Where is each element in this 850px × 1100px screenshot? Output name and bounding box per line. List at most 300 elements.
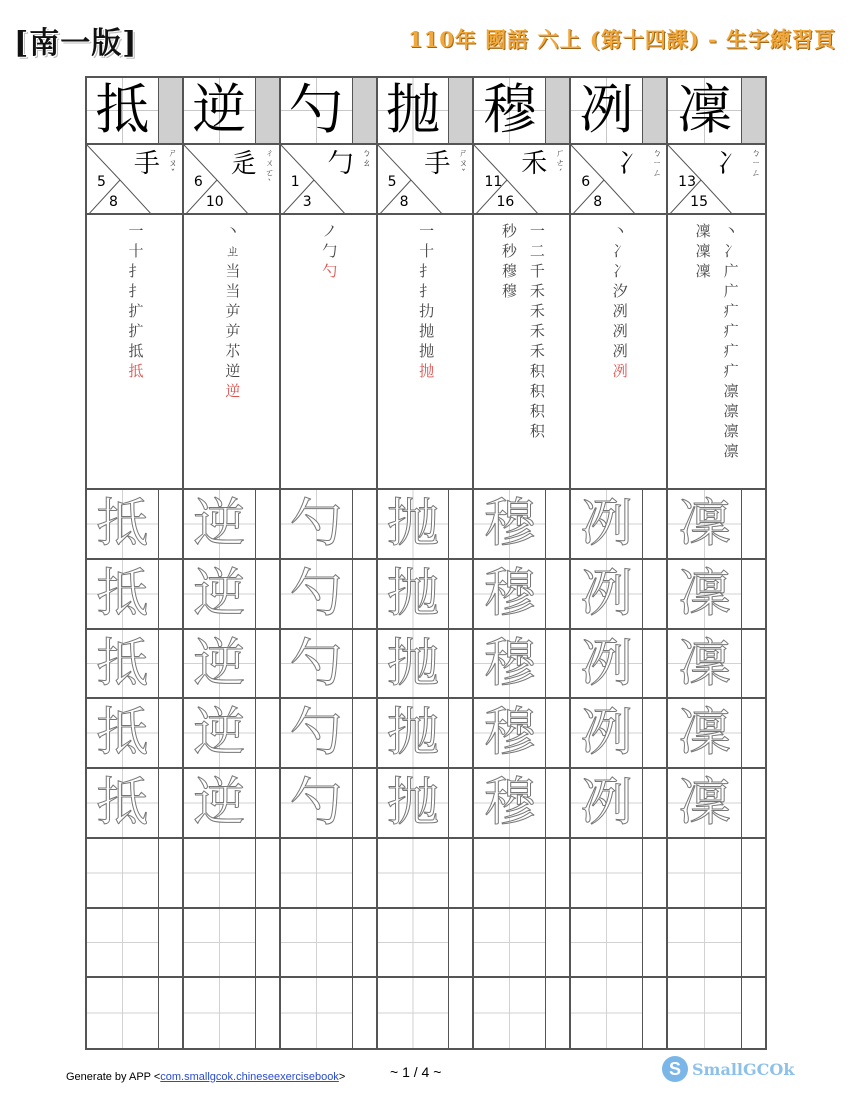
practice-row <box>571 490 666 560</box>
practice-side-strip <box>448 490 472 558</box>
stroke-step: 扩 <box>128 302 144 321</box>
header-side-strip <box>448 78 472 143</box>
radical-character: 冫 <box>716 148 743 179</box>
model-character: 穆 <box>474 78 545 143</box>
practice-row <box>281 490 376 560</box>
model-character: 凜 <box>668 78 741 143</box>
practice-row <box>87 909 182 979</box>
tracing-cell[interactable]: 勺 <box>281 630 352 698</box>
practice-side-strip <box>158 909 182 977</box>
blank-writing-cell[interactable] <box>87 839 158 907</box>
practice-side-strip <box>158 699 182 767</box>
stroke-step: 扩 <box>128 322 144 341</box>
radical-info <box>474 145 569 216</box>
stroke-step: 凜 <box>695 242 711 261</box>
character-header <box>87 78 182 145</box>
practice-row <box>571 909 666 979</box>
blank-writing-cell[interactable] <box>668 839 741 907</box>
practice-row <box>668 630 765 700</box>
practice-side-strip <box>448 769 472 837</box>
practice-side-strip <box>352 699 376 767</box>
practice-row <box>474 978 569 1048</box>
practice-side-strip <box>158 490 182 558</box>
practice-row <box>184 490 279 560</box>
tracing-cell[interactable]: 穆 <box>474 699 545 767</box>
practice-side-strip <box>158 769 182 837</box>
brand-logo-group <box>662 1056 794 1082</box>
radical-character: 勹 <box>327 148 354 179</box>
stroke-step: 广 <box>723 282 739 301</box>
page-title: 110年 國語 六上 (第十四課) - 生字練習頁 <box>408 27 836 52</box>
radical-info <box>571 145 666 216</box>
tracing-cell[interactable]: 抛 <box>378 699 449 767</box>
stroke-step: 扌 <box>128 262 144 281</box>
stroke-order-area <box>281 215 376 490</box>
stroke-step: 广 <box>723 262 739 281</box>
radical-bopomofo: ㄏㄜˊ <box>555 148 565 179</box>
character-header <box>668 78 765 145</box>
radical-character: 冫 <box>618 148 645 179</box>
practice-row <box>281 839 376 909</box>
character-column <box>378 78 475 1048</box>
radical-info <box>378 145 473 216</box>
stroke-step: 千 <box>529 262 545 281</box>
tracing-cell[interactable]: 抛 <box>378 769 449 837</box>
radical-bopomofo: ㄔㄨㄛˋ <box>265 148 275 189</box>
total-stroke-count: 8 <box>399 193 409 210</box>
character-column <box>184 78 281 1048</box>
practice-side-strip <box>352 630 376 698</box>
generator-credit <box>66 1071 345 1083</box>
practice-row <box>184 699 279 769</box>
stroke-step: ノ <box>322 222 338 241</box>
blank-writing-cell[interactable] <box>571 909 642 977</box>
stroke-order-column <box>416 221 438 381</box>
stroke-step: 冫 <box>612 262 628 281</box>
tracing-cell[interactable]: 逆 <box>184 630 255 698</box>
blank-writing-cell[interactable] <box>281 978 352 1048</box>
practice-row <box>378 978 473 1048</box>
practice-side-strip <box>741 769 765 837</box>
practice-row <box>184 978 279 1048</box>
practice-row <box>668 909 765 979</box>
stroke-step: 积 <box>529 422 545 441</box>
practice-row <box>378 630 473 700</box>
stroke-step: 抛 <box>419 322 435 341</box>
radical-info <box>668 145 765 216</box>
worksheet-grid <box>85 76 767 1050</box>
practice-row <box>87 630 182 700</box>
practice-side-strip <box>448 560 472 628</box>
total-stroke-count: 8 <box>593 193 603 210</box>
practice-side-strip <box>255 839 279 907</box>
blank-writing-cell[interactable] <box>571 978 642 1048</box>
blank-writing-cell[interactable] <box>87 909 158 977</box>
stroke-step: 凛 <box>723 442 739 461</box>
practice-side-strip <box>642 769 666 837</box>
blank-writing-cell[interactable] <box>87 978 158 1048</box>
stroke-step: 一 <box>529 222 545 241</box>
stroke-step: 积 <box>529 362 545 381</box>
stroke-step: 冫 <box>612 242 628 261</box>
blank-writing-cell[interactable] <box>668 909 741 977</box>
stroke-step: 扐 <box>419 302 435 321</box>
practice-row <box>184 560 279 630</box>
stroke-step: 二 <box>529 242 545 261</box>
practice-row <box>87 839 182 909</box>
practice-row <box>184 630 279 700</box>
practice-row <box>184 839 279 909</box>
character-column <box>87 78 184 1048</box>
stroke-order-area <box>378 215 473 490</box>
brand-logo-icon: S <box>662 1056 688 1082</box>
radical-bopomofo: ㄅㄧㄥ <box>652 148 662 179</box>
practice-row <box>378 769 473 839</box>
tracing-cell[interactable]: 抵 <box>87 630 158 698</box>
practice-row <box>184 909 279 979</box>
practice-side-strip <box>642 490 666 558</box>
stroke-step: 扌 <box>419 262 435 281</box>
stroke-order-column <box>125 221 147 381</box>
generator-prefix: Generate by APP < <box>66 1071 161 1083</box>
stroke-step: 凜 <box>695 222 711 241</box>
blank-writing-cell[interactable] <box>184 839 255 907</box>
practice-row <box>281 630 376 700</box>
stroke-step: 抛 <box>419 342 435 361</box>
practice-row <box>378 839 473 909</box>
practice-row <box>668 978 765 1048</box>
stroke-order-column <box>498 221 520 301</box>
radical-bopomofo: ㄕㄡˇ <box>168 148 178 179</box>
blank-writing-cell[interactable] <box>378 978 449 1048</box>
stroke-step: 勺 <box>322 262 338 281</box>
practice-row <box>87 490 182 560</box>
practice-row <box>378 560 473 630</box>
header-side-strip <box>158 78 182 143</box>
practice-side-strip <box>255 699 279 767</box>
stroke-step: 屰 <box>225 322 241 341</box>
practice-side-strip <box>741 490 765 558</box>
stroke-step: 冽 <box>612 322 628 341</box>
blank-writing-cell[interactable] <box>474 909 545 977</box>
tracing-cell[interactable]: 抛 <box>378 490 449 558</box>
tracing-cell[interactable]: 凜 <box>668 490 741 558</box>
tracing-cell[interactable]: 抵 <box>87 560 158 628</box>
header-side-strip <box>642 78 666 143</box>
radical-info <box>184 145 279 216</box>
page-number: ~ 1 / 4 ~ <box>390 1064 442 1080</box>
stroke-order-column <box>526 221 548 441</box>
app-link[interactable]: com.smallgcok.chineseexercisebook <box>160 1071 339 1083</box>
practice-side-strip <box>255 630 279 698</box>
character-header <box>184 78 279 145</box>
stroke-step: 禾 <box>529 302 545 321</box>
practice-side-strip <box>158 978 182 1048</box>
stroke-step: 䒕 <box>225 342 241 361</box>
practice-side-strip <box>545 699 569 767</box>
practice-row <box>281 909 376 979</box>
practice-row <box>378 490 473 560</box>
stroke-step: 穆 <box>501 282 517 301</box>
practice-row <box>281 978 376 1048</box>
stroke-order-area <box>474 215 569 490</box>
radical-stroke-count: 5 <box>387 173 397 190</box>
blank-writing-cell[interactable] <box>378 909 449 977</box>
stroke-step: 十 <box>419 242 435 261</box>
practice-row <box>378 909 473 979</box>
practice-side-strip <box>158 630 182 698</box>
stroke-step: 积 <box>529 382 545 401</box>
stroke-step: 逆 <box>225 362 241 381</box>
tracing-cell[interactable]: 穆 <box>474 769 545 837</box>
practice-row <box>668 560 765 630</box>
practice-side-strip <box>545 978 569 1048</box>
stroke-order-area <box>571 215 666 490</box>
tracing-cell[interactable]: 抵 <box>87 699 158 767</box>
radical-character: 禾 <box>521 148 548 179</box>
practice-side-strip <box>448 699 472 767</box>
practice-side-strip <box>741 978 765 1048</box>
blank-writing-cell[interactable] <box>184 978 255 1048</box>
practice-side-strip <box>741 630 765 698</box>
practice-row <box>474 769 569 839</box>
character-header <box>571 78 666 145</box>
practice-side-strip <box>741 699 765 767</box>
stroke-order-column <box>609 221 631 381</box>
header-side-strip <box>545 78 569 143</box>
practice-side-strip <box>642 560 666 628</box>
stroke-step: 逆 <box>225 382 241 401</box>
total-stroke-count: 3 <box>302 193 312 210</box>
practice-row <box>571 630 666 700</box>
stroke-step: 疒 <box>723 342 739 361</box>
radical-stroke-count: 13 <box>678 173 696 190</box>
practice-side-strip <box>352 978 376 1048</box>
blank-writing-cell[interactable] <box>281 909 352 977</box>
practice-row <box>474 490 569 560</box>
practice-row <box>87 769 182 839</box>
stroke-step: 一 <box>419 222 435 241</box>
practice-side-strip <box>352 909 376 977</box>
tracing-cell[interactable]: 逆 <box>184 699 255 767</box>
radical-stroke-count: 6 <box>581 173 591 190</box>
stroke-order-area <box>668 215 765 490</box>
stroke-step: 抛 <box>419 362 435 381</box>
practice-row <box>571 839 666 909</box>
practice-row <box>281 699 376 769</box>
practice-side-strip <box>158 560 182 628</box>
radical-stroke-count: 6 <box>193 173 203 190</box>
stroke-step: 冽 <box>612 342 628 361</box>
practice-side-strip <box>448 839 472 907</box>
stroke-order-column <box>319 221 341 281</box>
tracing-cell[interactable]: 冽 <box>571 630 642 698</box>
stroke-order-area <box>87 215 182 490</box>
stroke-order-column <box>222 221 244 401</box>
stroke-step: 勹 <box>322 242 338 261</box>
practice-row <box>571 978 666 1048</box>
practice-side-strip <box>545 839 569 907</box>
tracing-cell[interactable]: 抵 <box>87 769 158 837</box>
practice-side-strip <box>545 490 569 558</box>
practice-side-strip <box>448 909 472 977</box>
character-header <box>474 78 569 145</box>
stroke-step: 穆 <box>501 262 517 281</box>
stroke-step: 秒 <box>501 222 517 241</box>
stroke-step: 当 <box>225 282 241 301</box>
header-side-strip <box>741 78 765 143</box>
practice-row <box>87 978 182 1048</box>
tracing-cell[interactable]: 冽 <box>571 699 642 767</box>
tracing-cell[interactable]: 勺 <box>281 769 352 837</box>
total-stroke-count: 16 <box>496 193 515 210</box>
practice-side-strip <box>255 490 279 558</box>
stroke-step: 禾 <box>529 282 545 301</box>
practice-side-strip <box>642 699 666 767</box>
practice-side-strip <box>352 769 376 837</box>
practice-side-strip <box>352 839 376 907</box>
tracing-cell[interactable]: 凜 <box>668 560 741 628</box>
practice-side-strip <box>158 839 182 907</box>
blank-writing-cell[interactable] <box>281 839 352 907</box>
radical-stroke-count: 1 <box>290 173 300 190</box>
stroke-step: 十 <box>128 242 144 261</box>
practice-side-strip <box>448 630 472 698</box>
tracing-cell[interactable]: 逆 <box>184 490 255 558</box>
practice-row <box>668 769 765 839</box>
stroke-step: 疒 <box>723 302 739 321</box>
radical-bopomofo: ㄅㄠ <box>362 148 372 169</box>
stroke-step: 抵 <box>128 362 144 381</box>
stroke-step: 扌 <box>128 282 144 301</box>
practice-side-strip <box>545 560 569 628</box>
stroke-order-column <box>720 221 742 461</box>
stroke-step: 丶 <box>612 222 628 241</box>
tracing-cell[interactable]: 冽 <box>571 769 642 837</box>
practice-side-strip <box>255 978 279 1048</box>
tracing-cell[interactable]: 穆 <box>474 630 545 698</box>
stroke-step: 积 <box>529 402 545 421</box>
character-column <box>571 78 668 1048</box>
stroke-step: 凛 <box>723 402 739 421</box>
stroke-step: 凜 <box>695 262 711 281</box>
tracing-cell[interactable]: 凜 <box>668 699 741 767</box>
practice-side-strip <box>255 909 279 977</box>
stroke-step: 疒 <box>723 362 739 381</box>
practice-side-strip <box>545 909 569 977</box>
practice-row <box>87 560 182 630</box>
practice-row <box>474 560 569 630</box>
radical-character: 手 <box>133 148 160 179</box>
practice-row <box>474 839 569 909</box>
model-character: 勺 <box>281 78 352 143</box>
stroke-step: 秒 <box>501 242 517 261</box>
practice-row <box>571 560 666 630</box>
radical-info <box>87 145 182 216</box>
blank-writing-cell[interactable] <box>571 839 642 907</box>
practice-side-strip <box>545 769 569 837</box>
practice-side-strip <box>642 630 666 698</box>
tracing-cell[interactable]: 逆 <box>184 769 255 837</box>
radical-stroke-count: 11 <box>484 173 503 190</box>
character-header <box>378 78 473 145</box>
tracing-cell[interactable]: 逆 <box>184 560 255 628</box>
practice-side-strip <box>352 490 376 558</box>
practice-row <box>281 560 376 630</box>
blank-writing-cell[interactable] <box>474 978 545 1048</box>
tracing-cell[interactable]: 抛 <box>378 560 449 628</box>
tracing-cell[interactable]: 勺 <box>281 560 352 628</box>
stroke-step: 疒 <box>723 322 739 341</box>
total-stroke-count: 10 <box>205 193 224 210</box>
tracing-cell[interactable]: 穆 <box>474 560 545 628</box>
model-character: 抵 <box>87 78 158 143</box>
tracing-cell[interactable]: 穆 <box>474 490 545 558</box>
tracing-cell[interactable]: 冽 <box>571 560 642 628</box>
practice-row <box>571 769 666 839</box>
practice-row <box>668 490 765 560</box>
tracing-cell[interactable]: 冽 <box>571 490 642 558</box>
header-side-strip <box>255 78 279 143</box>
total-stroke-count: 8 <box>109 193 118 210</box>
blank-writing-cell[interactable] <box>668 978 741 1048</box>
blank-writing-cell[interactable] <box>474 839 545 907</box>
character-column <box>281 78 378 1048</box>
model-character: 逆 <box>184 78 255 143</box>
practice-side-strip <box>255 769 279 837</box>
stroke-step: 当 <box>225 262 241 281</box>
stroke-step: 凛 <box>723 422 739 441</box>
blank-writing-cell[interactable] <box>378 839 449 907</box>
radical-bopomofo: ㄕㄡˇ <box>458 148 468 179</box>
stroke-step: 禾 <box>529 322 545 341</box>
stroke-order-column <box>692 221 714 281</box>
practice-row <box>668 839 765 909</box>
blank-writing-cell[interactable] <box>184 909 255 977</box>
practice-row <box>474 699 569 769</box>
character-column <box>668 78 765 1048</box>
stroke-step: 冫 <box>723 242 739 261</box>
total-stroke-count: 15 <box>690 193 708 210</box>
character-header <box>281 78 376 145</box>
stroke-step: 汐 <box>612 282 628 301</box>
stroke-step: 禾 <box>529 342 545 361</box>
stroke-step: 冽 <box>612 302 628 321</box>
stroke-step: ㄓ <box>225 242 241 261</box>
practice-row <box>378 699 473 769</box>
practice-side-strip <box>741 560 765 628</box>
practice-side-strip <box>448 978 472 1048</box>
tracing-cell[interactable]: 抵 <box>87 490 158 558</box>
practice-row <box>184 769 279 839</box>
practice-row <box>281 769 376 839</box>
tracing-cell[interactable]: 勺 <box>281 699 352 767</box>
tracing-cell[interactable]: 凜 <box>668 630 741 698</box>
stroke-step: 一 <box>128 222 144 241</box>
tracing-cell[interactable]: 抛 <box>378 630 449 698</box>
character-column <box>474 78 571 1048</box>
stroke-step: 丶 <box>225 222 241 241</box>
practice-side-strip <box>741 909 765 977</box>
stroke-step: 凛 <box>723 382 739 401</box>
tracing-cell[interactable]: 勺 <box>281 490 352 558</box>
practice-row <box>87 699 182 769</box>
model-character: 冽 <box>571 78 642 143</box>
practice-side-strip <box>545 630 569 698</box>
radical-character: 手 <box>424 148 451 179</box>
tracing-cell[interactable]: 凜 <box>668 769 741 837</box>
practice-row <box>474 630 569 700</box>
